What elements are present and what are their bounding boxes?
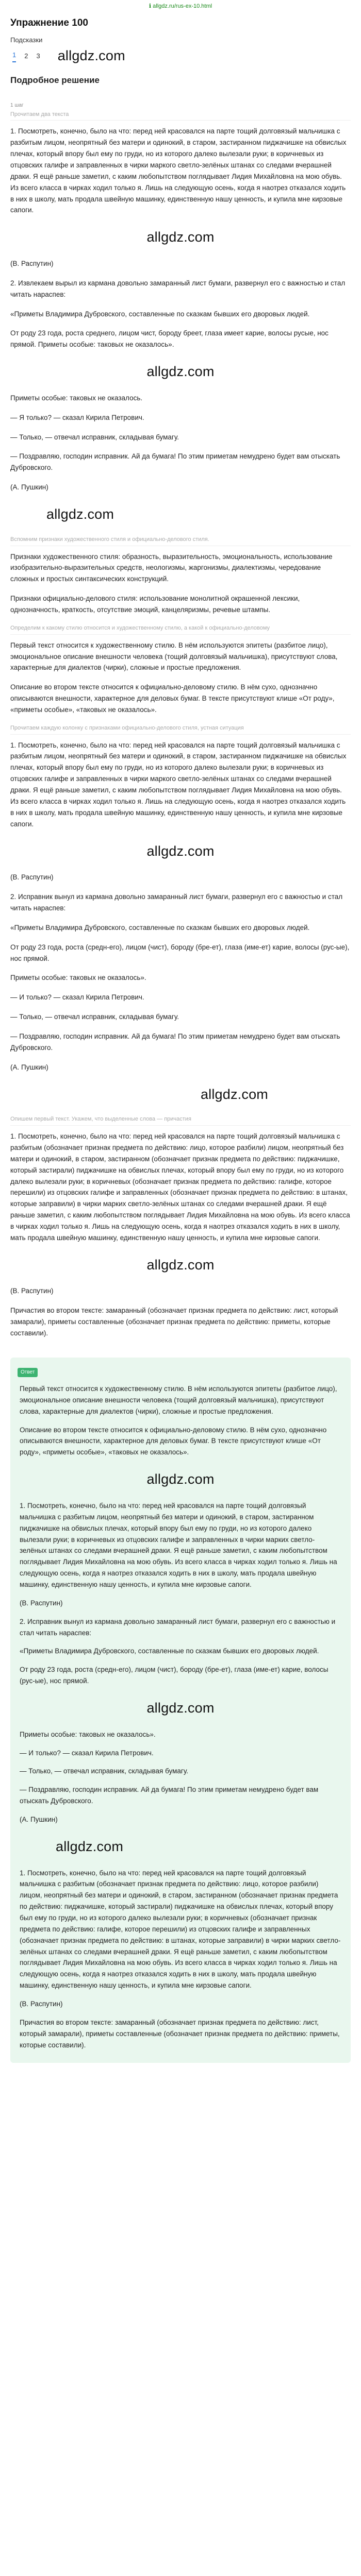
step-5-description: Опишем первый текст. Укажем, что выделенные слова — причастия [10,1115,351,1126]
paragraph: Приметы особые: таковых не оказалось. [10,394,143,402]
paragraph: Признаки художественного стиля: образность, выразительность, эмоциональность, использование изобразительно-выразительных средств, неологизмы, жаргонизмы, диалектизмы, чередование сложных и простых синтаксических конструкций. [10,552,333,583]
paragraph: — Только, — отвечал исправник, складывая бумагу. [10,1013,179,1021]
answer-paragraph: (В. Распутин) [20,1599,63,1607]
paragraph: Описание во втором тексте относится к официально-деловому стилю. В нём сухо, однозначно описываются внешности, характерное для деловых бумаг. В тексте присутствуют клише «От роду», «приметы особые», «таковых не оказалось». [10,683,335,714]
paragraph: Причастия во втором тексте: замаранный (обозначает признак предмета по действию: лист, который замарали), приметы составленные (обозначает признак предмета по действию: приметы, которые составили). [10,1307,338,1337]
paragraph: 1. Посмотреть, конечно, было на что: перед ней красовался на парте тощий долговязый мальчишка с разбитым лицом, неопрятный без матери и одинокий, в старом, застиранном пиджачишке на обвислых плечах, который впору был ему по груди, но из которого далеко вылезали руки; в коричневых из отцовских галифе и заправленных в чирки маркого светло-зелёных штанах со следами вчерашней драки. Я ещё раньше заметил, с каким любопытством поглядывает Лидия Михайловна на мою обувь. Из всего класса в чирках ходил только я. Лишь на следующую осень, когда я наотрез отказался ходить в них в школу, мать продала швейную машинку, единственную нашу ценность, и купила мне кирзовые сапоги. [10,127,347,214]
page-content [0,15,361,2063]
paragraph: — Поздравляю, господин исправник. Ай да бумага! По этим приметам немудрено будет вам отыскать Дубровского. [10,452,340,472]
paragraph: 2. Исправник вынул из кармана довольно замаранный лист бумаги, развернул его с важностью и стал читать нараспев: [10,893,343,912]
source-link[interactable]: ℹ allgdz.ru/rus-ex-10.html [149,3,212,9]
paragraph: (В. Распутин) [10,259,54,267]
watermark: allgdz.com [57,47,125,63]
answer-box [10,1358,351,2063]
paragraph: — Поздравляю, господин исправник. Ай да бумага! По этим приметам немудрено будет вам отыскать Дубровского. [10,1032,340,1052]
answer-paragraph: — Только, — отвечал исправник, складывая бумагу. [20,1767,188,1775]
text-5 [10,1131,351,1339]
step-2-description: Вспомним признаки художественного стиля и официально-делового стиля. [10,535,351,546]
paragraph: 1. Посмотреть, конечно, было на что: перед ней красовался на парте тощий долговязый мальчишка с разбитым (обозначает признак предмета по действию: лицо, которое разбили) лицом, неопрятный без матери и одинокий, в старом, застиранном (обозначает признак предмета по действию: пиджачишке, который застирали) пиджачишке на обвислых плечах, который впору был ему по груди, но из которого далеко вылезали руки; в коричневых (обозначает признак предмета по действию: галифе, которое перешили) из отцовских галифе и заправленных (обозначает признак предмета по действию: в штанах, которые заправили) в чирки марких светло-зелёных штанах со следами вчерашней драки. Я ещё раньше заметил, с каким любопытством поглядывает Лидия Михайловна на мою обувь. Из всего класса в чирках ходил только я. Лишь на следующую осень, когда я наотрез отказался ходить в них в школу, мать продала швейную машинку, единственную нашу ценность, и купила мне кирзовые сапоги. [10,1132,350,1242]
watermark: allgdz.com [46,506,114,522]
answer-paragraph: От роду 23 года, роста (средн-его), лицом (чист), бороду (бре-ет), глаза (име-ет) карие, волосы (рус-ые), нос прямой. [20,1666,329,1685]
text-2 [10,551,351,616]
step-1 [10,101,351,121]
text-1 [10,126,351,493]
answer-paragraph: Приметы особые: таковых не оказалось». [20,1730,156,1738]
hints-pager [12,48,351,64]
text-3 [10,640,351,716]
solution-heading: Подробное решение [10,75,100,85]
answer-paragraph: Описание во втором тексте относится к официально-деловому стилю. В нём сухо, однозначно описываются внешности, характерное для деловых бумаг. В тексте присутствуют клише «От роду», «приметы особые», «таковых не оказалось». [20,1426,327,1456]
watermark: allgdz.com [146,843,215,859]
page-2-tab[interactable]: 2 [24,52,28,60]
paragraph: 2. Извлекаем вырыл из кармана довольно замаранный лист бумаги, развернул его с важностью и стал читать нараспев: [10,279,346,298]
watermark: allgdz.com [146,364,215,380]
watermark: allgdz.com [146,1700,215,1716]
paragraph: (А. Пушкин) [10,483,48,492]
watermark: allgdz.com [146,1471,215,1487]
text-4 [10,740,351,1073]
answer-paragraph: (А. Пушкин) [20,1816,58,1823]
answer-paragraph: Причастия во втором тексте: замаранный (обозначает признак предмета по действию: лист, который замарали), приметы составленные (обозначает признак предмета по действию: приметы, которые составили). [20,2018,340,2049]
paragraph: (В. Распутин) [10,873,54,882]
page-3-tab[interactable]: 3 [36,52,40,60]
watermark: allgdz.com [200,1086,268,1102]
answer-paragraph: 2. Исправник вынул из кармана довольно замаранный лист бумаги, развернул его с важностью и стал читать нараспев: [20,1617,336,1637]
answer-paragraph: — И только? — сказал Кирила Петрович. [20,1749,154,1757]
paragraph: От роду 23 года, роста среднего, лицом чист, бороду бреет, глаза имеет карие, волосы русые, нос прямой. Приметы особые: таковых не оказалось». [10,329,329,349]
answer-tag: Ответ [18,1368,38,1377]
paragraph: «Приметы Владимира Дубровского, составленные по сказкам бывших его дворовых людей. [10,923,310,931]
answer-paragraph: — Поздравляю, господин исправник. Ай да бумага! По этим приметам немудрено будет вам отыскать Дубровского. [20,1786,319,1805]
paragraph: Признаки официально-делового стиля: использование монолитной окрашенной лексики, однозначность, краткость, отсутствие эмоций, канцеляризмы, речевые штампы. [10,595,300,614]
answer-paragraph: (В. Распутин) [20,2000,63,2008]
paragraph: «Приметы Владимира Дубровского, составленные по сказкам бывших его дворовых людей. [10,310,310,318]
paragraph: — Я только? — сказал Кирила Петрович. [10,413,144,421]
step-4-description: Прочитаем каждую колонку с признаками официально-делового стиля, устная ситуация [10,724,351,735]
step-description: Прочитаем два текста [10,110,351,121]
watermark: allgdz.com [146,229,215,245]
watermark: allgdz.com [56,1838,124,1854]
hints-label: Подсказки [10,36,43,44]
page-1-tab[interactable]: 1 [12,49,16,62]
paragraph: 1. Посмотреть, конечно, было на что: перед ней красовался на парте тощий долговязый мальчишка с разбитым лицом, неопрятный без матери и одинокий, в старом, застиранном пиджачишке на обвислых плечах, который впору был ему по груди, но из которого далеко вылезали руки; в коричневых из отцовских галифе и заправленных в чирки маркого светло-зелёных штанах со следами вчерашней драки. Я ещё раньше заметил, с каким любопытством поглядывает Лидия Михайловна на мою обувь. Из всего класса в чирках ходил только я. Лишь на следующую осень, когда я наотрез отказался ходить в них в школу, мать продала швейную машинку, единственную нашу ценность, и купила мне кирзовые сапоги. [10,741,347,828]
step-label: 1 шаг [10,103,24,109]
answer-paragraph: 1. Посмотреть, конечно, было на что: перед ней красовался на парте тощий долговязый мальчишка с разбитым лицом, неопрятный без матери и одинокий, в старом, застиранном пиджачишке на обвислых плечах, который впору был ему по груди, но из которого далеко вылезали руки; в коричневых из отцовских галифе и заправленных в чирки марких светло-зелёных штанах со следами вчерашней драки. Я ещё раньше заметил, с каким любопытством поглядывает Лидия Михайловна на мою обувь. Из всего класса в чирках ходил только я. Лишь на следующую осень, когда я наотрез отказался ходить в них в школу, мать продала швейную машинку, единственную нашу ценность, и купила мне кирзовые сапоги. [20,1501,337,1588]
paragraph: — И только? — сказал Кирила Петрович. [10,993,144,1002]
watermark: allgdz.com [146,1257,215,1273]
answer-paragraph: 1. Посмотреть, конечно, было на что: перед ней красовался на парте тощий долговязый мальчишка с разбитым (обозначает признак предмета по действию: лицо, которое разбили) лицом, неопрятный без матери и одинокий, в старом, застиранном (обозначает признак предмета по действию: пиджачишке, который застирали) пиджачишке на обвислых плечах, который впору был ему по груди, но из которого далеко вылезали руки; в коричневых (обозначает признак предмета по действию: галифе, которое перешили) из отцовских галифе и заправленных (обозначает признак предмета по действию: в штанах, которые заправили) в чирки марких светло-зелёных штанах со следами вчерашней драки. Я ещё раньше заметил, с каким любопытством поглядывает Лидия Михайловна на мою обувь. Из всего класса в чирках ходил только я. Лишь на следующую осень, когда я наотрез отказался ходить в них в школу, мать продала швейную машинку, единственную нашу ценность, и купила мне кирзовые сапоги. [20,1869,341,1990]
answer-paragraph: Первый текст относится к художественному стилю. В нём используются эпитеты (разбитое лицо), эмоциональное описание внешности человека (тощий долговязый мальчишка), присутствуют слова, характерные для диалектов (чирки), сложные и простые предложения. [20,1385,337,1415]
paragraph: От роду 23 года, роста (средн-его), лицом (чист), бороду (бре-ет), глаза (име-ет) карие, волосы (рус-ые), нос прямой. [10,943,350,962]
paragraph: Приметы особые: таковых не оказалось». [10,974,146,982]
step-3-description: Определим к какому стилю относится и художественному стилю, а какой к официально-деловому [10,624,351,635]
paragraph: (В. Распутин) [10,1287,54,1295]
page-title: Упражнение 100 [10,18,88,28]
paragraph: Первый текст относится к художественному стилю. В нём используются эпитеты (разбитое лицо), эмоциональное описание внешности человека (тощий долговязый мальчишка), присутствуют слова, характерные для диалектов (чирки), сложные и простые предложения. [10,641,338,672]
paragraph: — Только, — отвечал исправник, складывая бумагу. [10,433,179,441]
answer-paragraph: «Приметы Владимира Дубровского, составленные по сказкам бывших его дворовых людей. [20,1647,319,1655]
paragraph: (А. Пушкин) [10,1063,48,1071]
